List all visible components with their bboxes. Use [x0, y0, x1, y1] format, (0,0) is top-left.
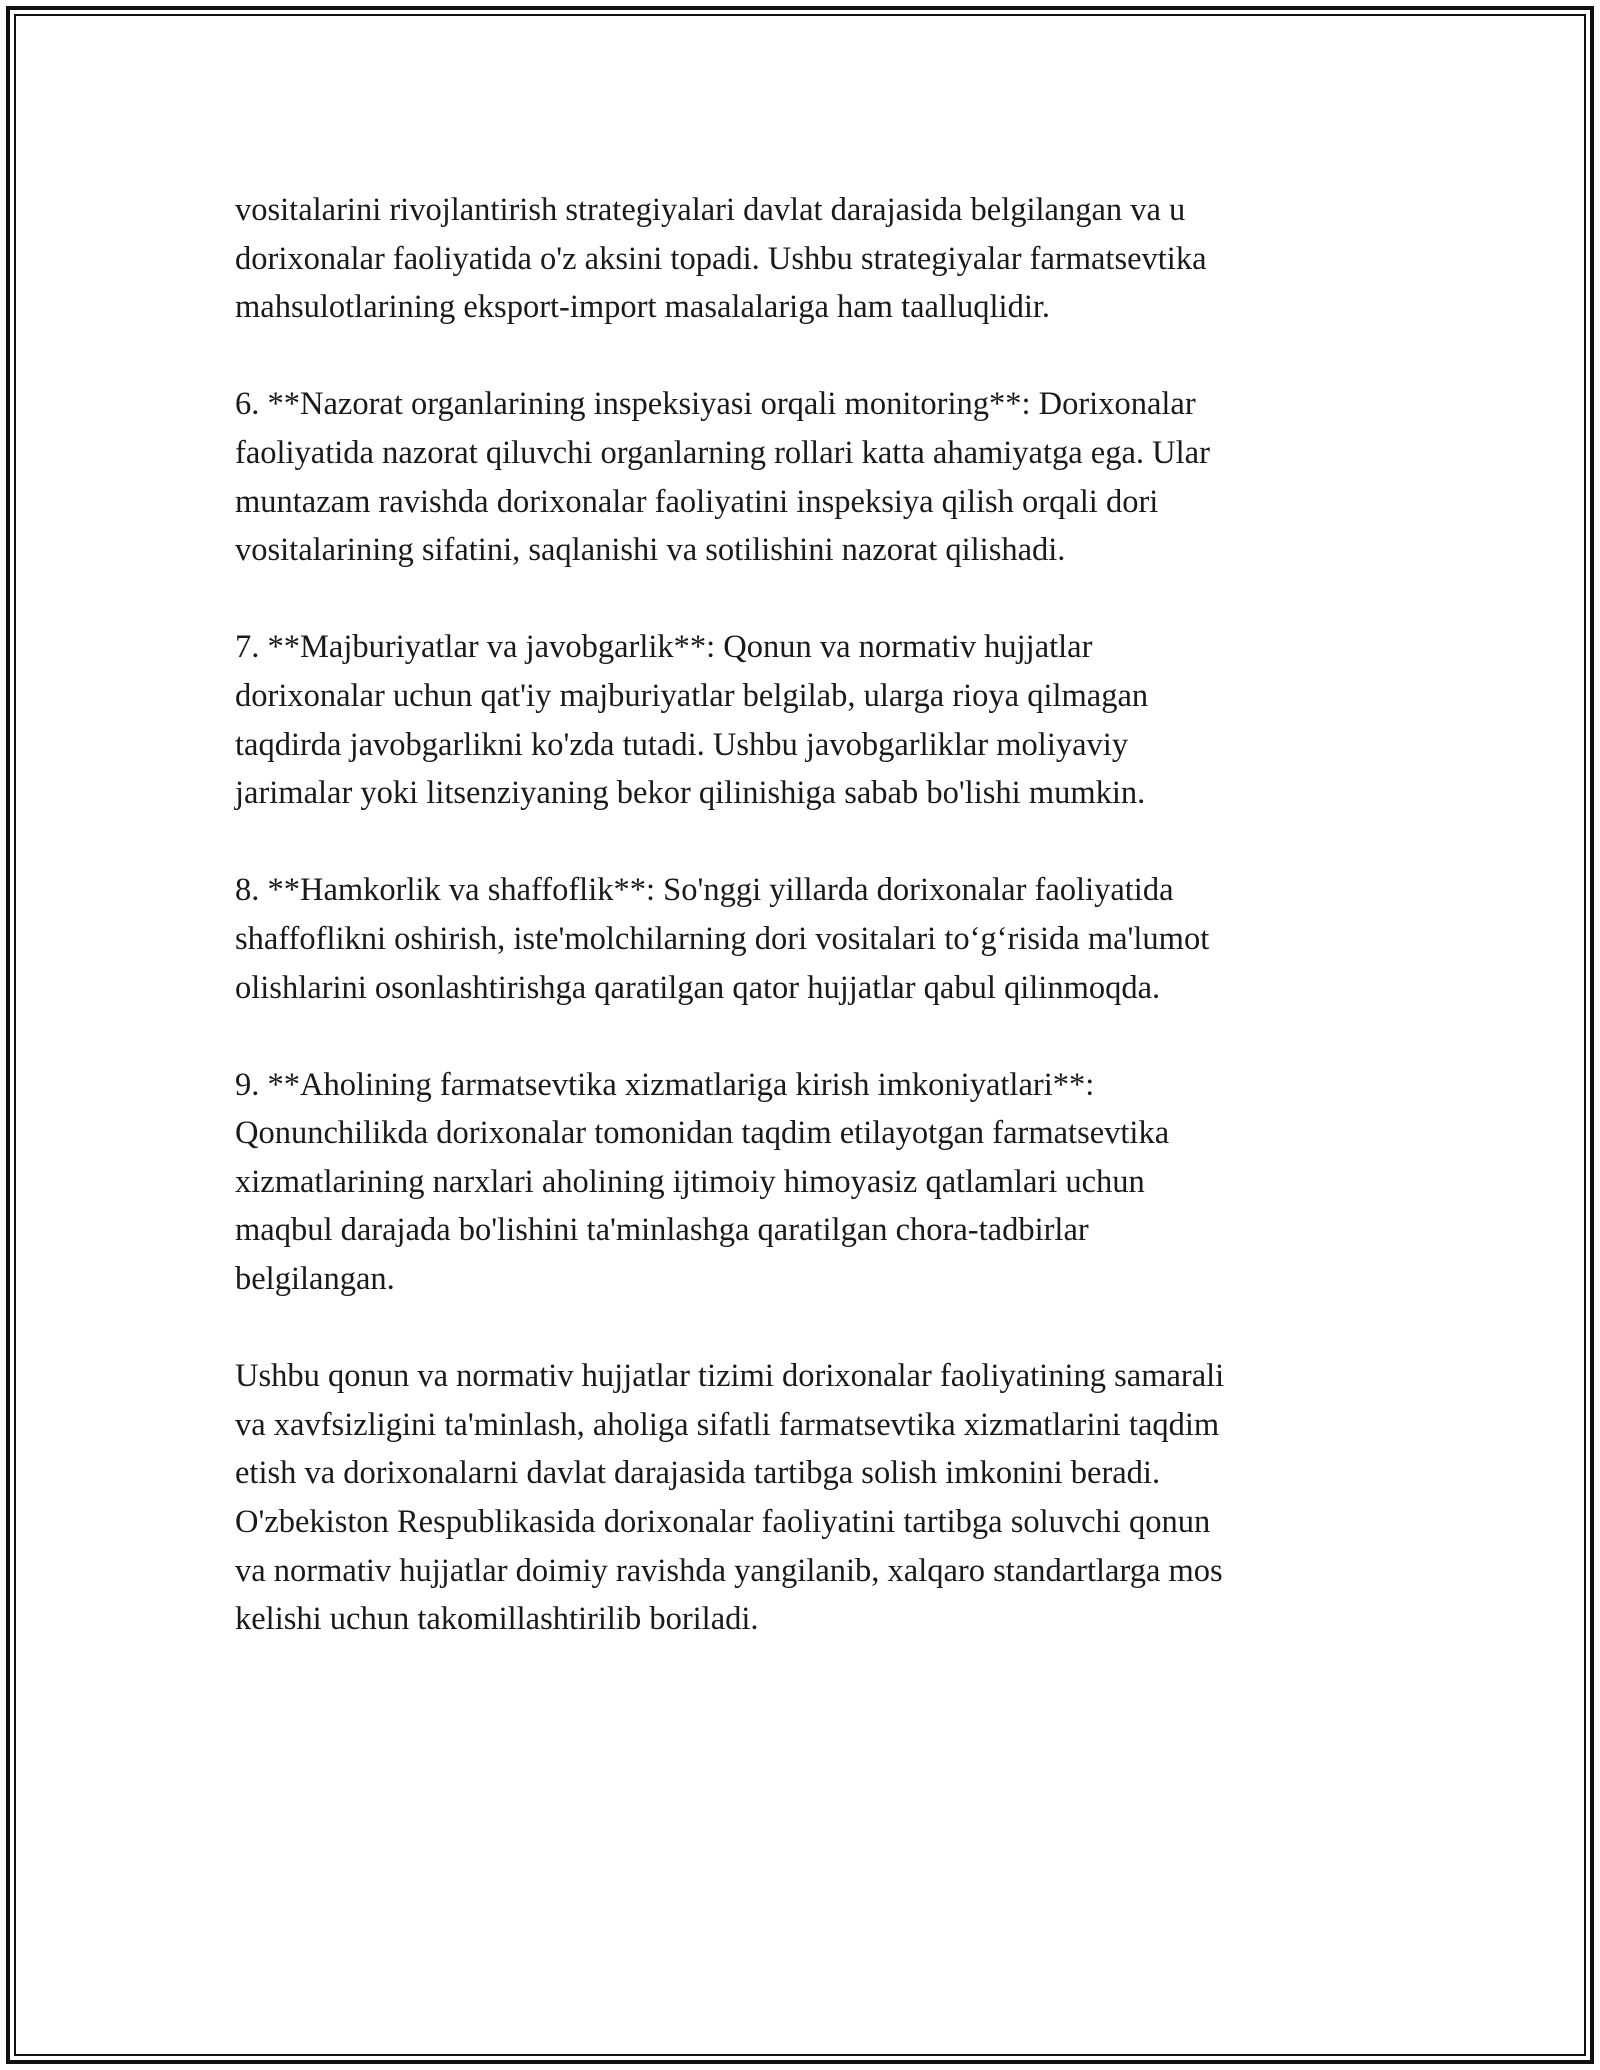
paragraph-item-6-inspection-monitoring: 6. **Nazorat organlarining inspeksiyasi orqali monitoring**: Dorixonalar faoliyatida nazorat qiluvchi organlarning rollari katta ahamiyatga ega. Ular muntazam ravishda dorixonalar faoliyatini inspeksiya qilish orqali dori vositalarining sifatini, saqlanishi va sotilishini nazorat qilishadi. — [235, 386, 1210, 569]
paragraph-strategy-continuation: vositalarini rivojlantirish strategiyalari davlat darajasida belgilangan va u dorixonalar faoliyatida o'z aksini topadi. Ushbu strategiyalar farmatsevtika mahsulotlarining eksport-import masalalariga ham taalluqlidir. — [235, 192, 1207, 326]
paragraph-item-7-obligations-liability: 7. **Majburiyatlar va javobgarlik**: Qonun va normativ hujjatlar dorixonalar uchun qat'iy majburiyatlar belgilab, ularga rioya qilmagan taqdirda javobgarlikni ko'zda tutadi. Ushbu javobgarliklar moliyaviy jarimalar yoki litsenziyaning bekor qilinishiga sabab bo'lishi mumkin. — [235, 629, 1149, 812]
paragraph-item-8-cooperation-transparency: 8. **Hamkorlik va shaffoflik**: So'nggi yillarda dorixonalar faoliyatida shaffoflikni oshirish, iste'molchilarning dori vositalari to‘g‘risida ma'lumot olishlarini osonlashtirishga qaratilgan qator hujjatlar qabul qilinmoqda. — [235, 872, 1210, 1006]
paragraph-item-9-access-to-services: 9. **Aholining farmatsevtika xizmatlariga kirish imkoniyatlari**: Qonunchilikda dorixonalar tomonidan taqdim etilayotgan farmatsevtika xizmatlarining narxlari aholining ijtimoiy himoyasiz qatlamlari uchun maqbul darajada bo'lishini ta'minlashga qaratilgan chora-tadbirlar belgilangan. — [235, 1066, 1170, 1298]
paragraph-conclusion: Ushbu qonun va normativ hujjatlar tizimi dorixonalar faoliyatining samarali va xavfsizligini ta'minlash, aholiga sifatli farmatsevtika xizmatlarini taqdim etish va dorixonalarni davlat darajasida tartibga solish imkonini beradi. O'zbekiston Respublikasida dorixonalar faoliyatini tartibga soluvchi qonun va normativ hujjatlar doimiy ravishda yangilanib, xalqaro standartlarga mos kelishi uchun takomillashtirilib boriladi. — [235, 1358, 1225, 1638]
document-body — [235, 186, 1365, 1692]
